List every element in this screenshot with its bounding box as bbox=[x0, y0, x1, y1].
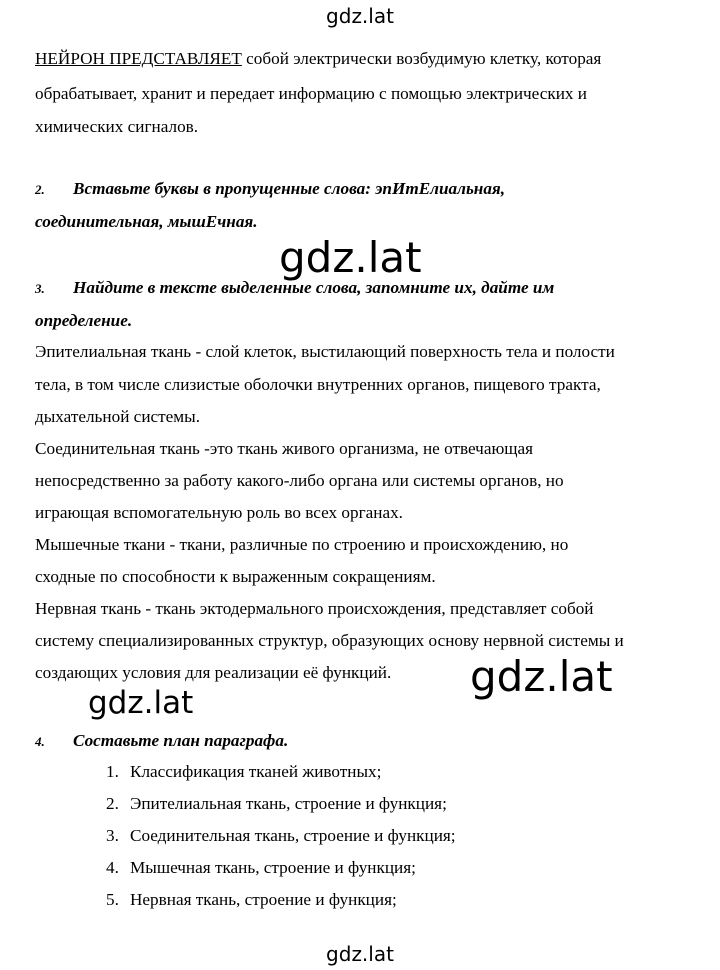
q4-heading: Составьте план параграфа. bbox=[73, 731, 289, 750]
plan-item-number: 4. bbox=[106, 858, 119, 877]
watermark-large-2: gdz.lat bbox=[470, 652, 613, 701]
plan-item-number: 1. bbox=[106, 762, 119, 781]
plan-list-item bbox=[106, 794, 447, 814]
q2-heading: Вставьте буквы в пропущенные слова: эпИтЕлиальная, bbox=[73, 179, 506, 198]
definition-line: дыхательной системы. bbox=[35, 407, 201, 426]
q3-line-1 bbox=[35, 278, 554, 299]
watermark-medium: gdz.lat bbox=[88, 685, 194, 721]
watermark-top: gdz.lat bbox=[326, 4, 394, 28]
plan-item-number: 5. bbox=[106, 890, 119, 909]
plan-item-text: Классификация тканей животных; bbox=[130, 762, 382, 781]
intro-line-2: обрабатывает, хранит и передает информацию с помощью электрических и bbox=[35, 84, 587, 103]
q2-line-2: соединительная, мышЕчная. bbox=[35, 212, 258, 231]
plan-item-text: Соединительная ткань, строение и функция; bbox=[130, 826, 456, 845]
plan-list-item bbox=[106, 858, 416, 878]
watermark-large-1: gdz.lat bbox=[279, 233, 422, 282]
q4-number: 4. bbox=[35, 734, 45, 749]
plan-item-text: Мышечная ткань, строение и функция; bbox=[130, 858, 416, 877]
plan-item-number: 3. bbox=[106, 826, 119, 845]
plan-list-item bbox=[106, 762, 381, 782]
q3-heading: Найдите в тексте выделенные слова, запомните их, дайте им bbox=[73, 278, 555, 297]
plan-item-text: Эпителиальная ткань, строение и функция; bbox=[130, 794, 447, 813]
watermark-bottom: gdz.lat bbox=[326, 942, 394, 966]
definition-line: играющая вспомогательную роль во всех органах. bbox=[35, 503, 403, 522]
plan-item-text: Нервная ткань, строение и функция; bbox=[130, 890, 397, 909]
definition-line: сходные по способности к выраженным сокращениям. bbox=[35, 567, 436, 586]
intro-line-3: химических сигналов. bbox=[35, 117, 199, 136]
definition-line: Нервная ткань - ткань эктодермального происхождения, представляет собой bbox=[35, 599, 594, 618]
definition-line: создающих условия для реализации её функций. bbox=[35, 663, 392, 682]
definition-line: Мышечные ткани - ткани, различные по строению и происхождению, но bbox=[35, 535, 569, 554]
definition-line: систему специализированных структур, образующих основу нервной системы и bbox=[35, 631, 624, 650]
intro-line-1-rest: собой электрически возбудимую клетку, которая bbox=[241, 49, 602, 68]
intro-term: НЕЙРОН ПРЕДСТАВЛЯЕТ bbox=[35, 49, 242, 68]
plan-list-item bbox=[106, 826, 456, 846]
q2-number: 2. bbox=[35, 182, 45, 197]
definition-line: тела, в том числе слизистые оболочки внутренних органов, пищевого тракта, bbox=[35, 375, 601, 394]
q4-line bbox=[35, 731, 288, 752]
definition-line: Соединительная ткань -это ткань живого организма, не отвечающая bbox=[35, 439, 534, 458]
q3-number: 3. bbox=[35, 281, 45, 296]
intro-line-1 bbox=[35, 49, 601, 69]
definition-line: непосредственно за работу какого-либо органа или системы органов, но bbox=[35, 471, 564, 490]
q3-line-2: определение. bbox=[35, 311, 133, 330]
plan-list-item bbox=[106, 890, 397, 910]
definition-line: Эпителиальная ткань - слой клеток, выстилающий поверхность тела и полости bbox=[35, 342, 615, 361]
q2-line-1 bbox=[35, 179, 505, 200]
plan-item-number: 2. bbox=[106, 794, 119, 813]
